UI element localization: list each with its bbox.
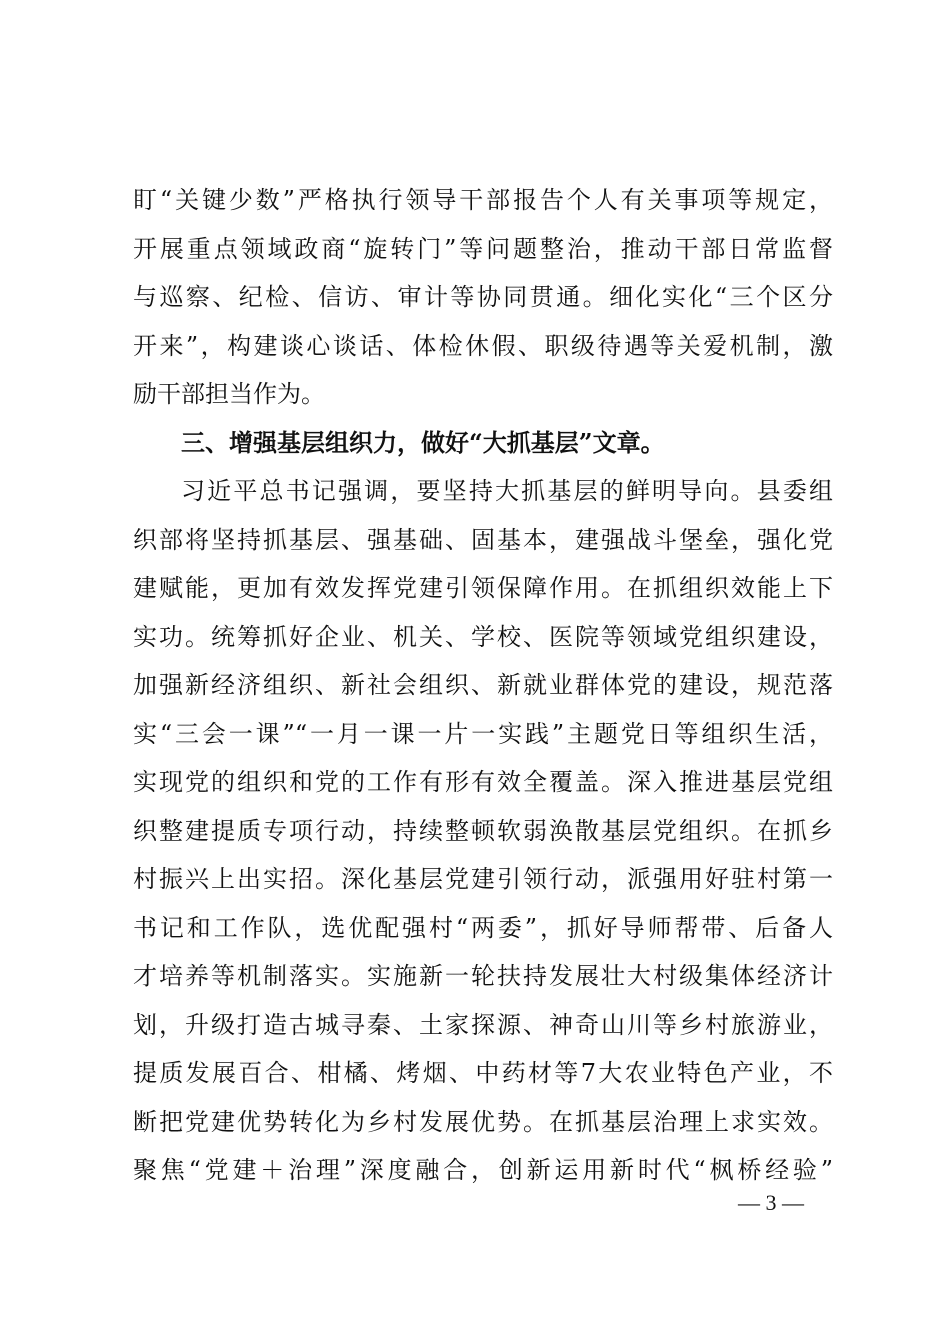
text-line: 断把党建优势转化为乡村发展优势。在抓基层治理上求实效。 — [133, 1107, 833, 1136]
text-line: 励干部担当作为。 — [133, 380, 325, 408]
text-line: 织整建提质专项行动，持续整顿软弱涣散基层党组织。在抓乡 — [133, 816, 833, 845]
text-line: 织部将坚持抓基层、强基础、固基本，建强战斗堡垒，强化党 — [133, 525, 833, 554]
text-line: 建赋能，更加有效发挥党建引领保障作用。在抓组织效能上下 — [133, 574, 833, 602]
text-line: 才培养等机制落实。实施新一轮扶持发展壮大村级集体经济计 — [133, 962, 833, 990]
text-line: 开展重点领域政商“旋转门”等问题整治，推动干部日常监督 — [133, 234, 833, 263]
text-line: 村振兴上出实招。深化基层党建引领行动，派强用好驻村第一 — [133, 865, 833, 893]
text-line: 书记和工作队，选优配强村“两委”，抓好导师帮带、后备人 — [133, 913, 833, 942]
text-line: 实“三会一课”“一月一课一片一实践”主题党日等组织生活， — [133, 719, 833, 748]
text-line: 实功。统筹抓好企业、机关、学校、医院等领域党组织建设， — [133, 622, 833, 651]
text-line: 盯“关键少数”严格执行领导干部报告个人有关事项等规定， — [133, 186, 833, 214]
page-number: — 3 — — [738, 1190, 804, 1215]
text-line: 划，升级打造古城寻秦、土家探源、神奇山川等乡村旅游业， — [133, 1010, 833, 1039]
text-line: 开来”，构建谈心谈话、体检休假、职级待遇等关爱机制，激 — [133, 331, 833, 360]
text-line: 习近平总书记强调，要坚持大抓基层的鲜明导向。县委组 — [181, 477, 833, 505]
text-line: 加强新经济组织、新社会组织、新就业群体党的建设，规范落 — [133, 671, 833, 699]
text-line: 提质发展百合、柑橘、烤烟、中药材等7大农业特色产业，不 — [133, 1059, 833, 1087]
text-line: 与巡察、纪检、信访、审计等协同贯通。细化实化“三个区分 — [133, 283, 833, 311]
body-text — [133, 176, 833, 1195]
text-line: 实现党的组织和党的工作有形有效全覆盖。深入推进基层党组 — [133, 768, 833, 796]
text-line: 聚焦“党建＋治理”深度融合，创新运用新时代“枫桥经验” — [133, 1156, 833, 1184]
section-heading: 三、增强基层组织力，做好“大抓基层”文章。 — [181, 427, 665, 457]
